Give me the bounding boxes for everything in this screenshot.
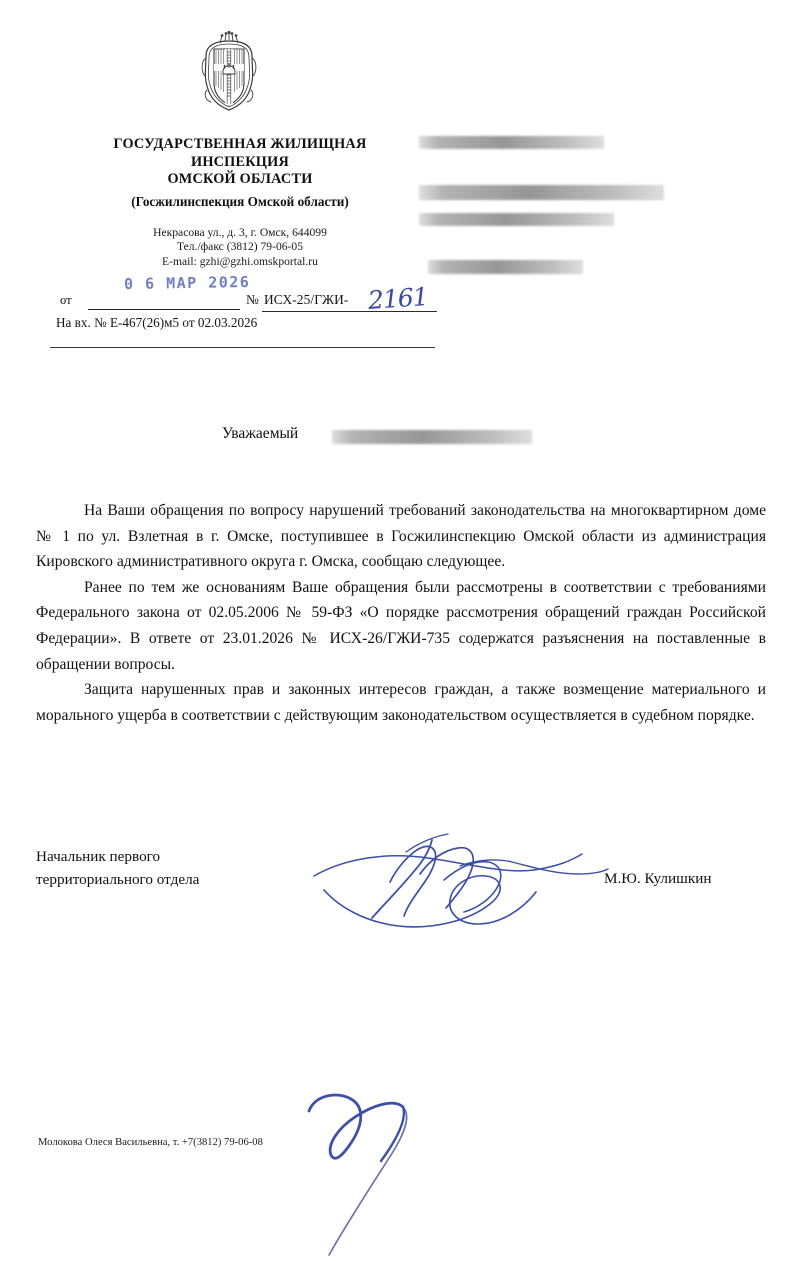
handwritten-outgoing-number: 2161 (367, 281, 429, 316)
handwritten-signature (310, 830, 610, 940)
org-address: Некрасова ул., д. 3, г. Омск, 644099 (153, 225, 327, 239)
body-paragraph-2: Ранее по тем же основаниям Ваше обращения были рассмотрены в соответствии с требованиями Федерального закона от 02.05.2006 № 59-ФЗ «О порядке рассмотрения обращений граждан Российской Федерации». В ответе от 23.01.2026 № ИСХ-26/ГЖИ-735 содержатся разъяснения на поставленные в обращении вопросы. (36, 578, 766, 673)
signer-title (36, 845, 199, 891)
signer-name: М.Ю. Кулишкин (604, 870, 712, 887)
date-stamp: 0 6 МАР 2026 (123, 272, 251, 294)
redaction-bar-addressee-1 (419, 136, 604, 149)
body-paragraph-3: Защита нарушенных прав и законных интересов граждан, а также возмещение материального и морального ущерба в соответствии с действующим законодательством осуществляется в судебном порядке. (36, 681, 766, 724)
signer-title-line-2: территориального отдела (36, 871, 200, 888)
header-divider-rule (50, 347, 435, 348)
from-label: от (60, 293, 72, 307)
ink-flourish-mark (285, 1085, 435, 1261)
omsk-oblast-coat-of-arms-icon (194, 28, 264, 114)
redaction-bar-addressee-4 (428, 260, 583, 274)
letterhead (70, 136, 410, 269)
redaction-bar-addressee-3 (419, 213, 614, 226)
organization-contacts (70, 226, 410, 270)
organization-short-name: (Госжилинспекция Омской области) (131, 193, 349, 209)
outgoing-number-prefix: ИСХ-25/ГЖИ- (264, 292, 349, 307)
org-email: E-mail: gzhi@gzhi.omskportal.ru (162, 254, 318, 268)
date-underline (88, 309, 240, 310)
number-underline (262, 311, 437, 312)
org-name-line-2: ИНСПЕКЦИЯ (191, 153, 289, 170)
salutation-text: Уважаемый (222, 425, 299, 442)
org-name-line-1: ГОСУДАРСТВЕННАЯ ЖИЛИЩНАЯ (113, 136, 367, 152)
letter-body (36, 498, 766, 728)
body-paragraph-1: На Ваши обращения по вопросу нарушений требований законодательства на многоквартирном доме № 1 по ул. Взлетная в г. Омске, поступившее в Госжилинспекцию Омской области из администрация Кировского административного округа г. Омска, сообщаю следующее. (36, 502, 766, 571)
org-name-line-3: ОМСКОЙ ОБЛАСТИ (167, 171, 313, 187)
signer-title-line-1: Начальник первого (36, 848, 161, 865)
number-sign-label: № (246, 292, 259, 307)
redaction-bar-recipient-name (332, 430, 532, 444)
org-phone: Тел./факс (3812) 79-06-05 (176, 240, 304, 254)
executor-contact: Молокова Олеся Васильевна, т. +7(3812) 79-06-08 (38, 1137, 263, 1148)
incoming-reference-line: На вх. № Е-467(26)м5 от 02.03.2026 (56, 315, 258, 330)
organization-name (70, 136, 410, 189)
redaction-bar-addressee-2 (419, 185, 664, 200)
